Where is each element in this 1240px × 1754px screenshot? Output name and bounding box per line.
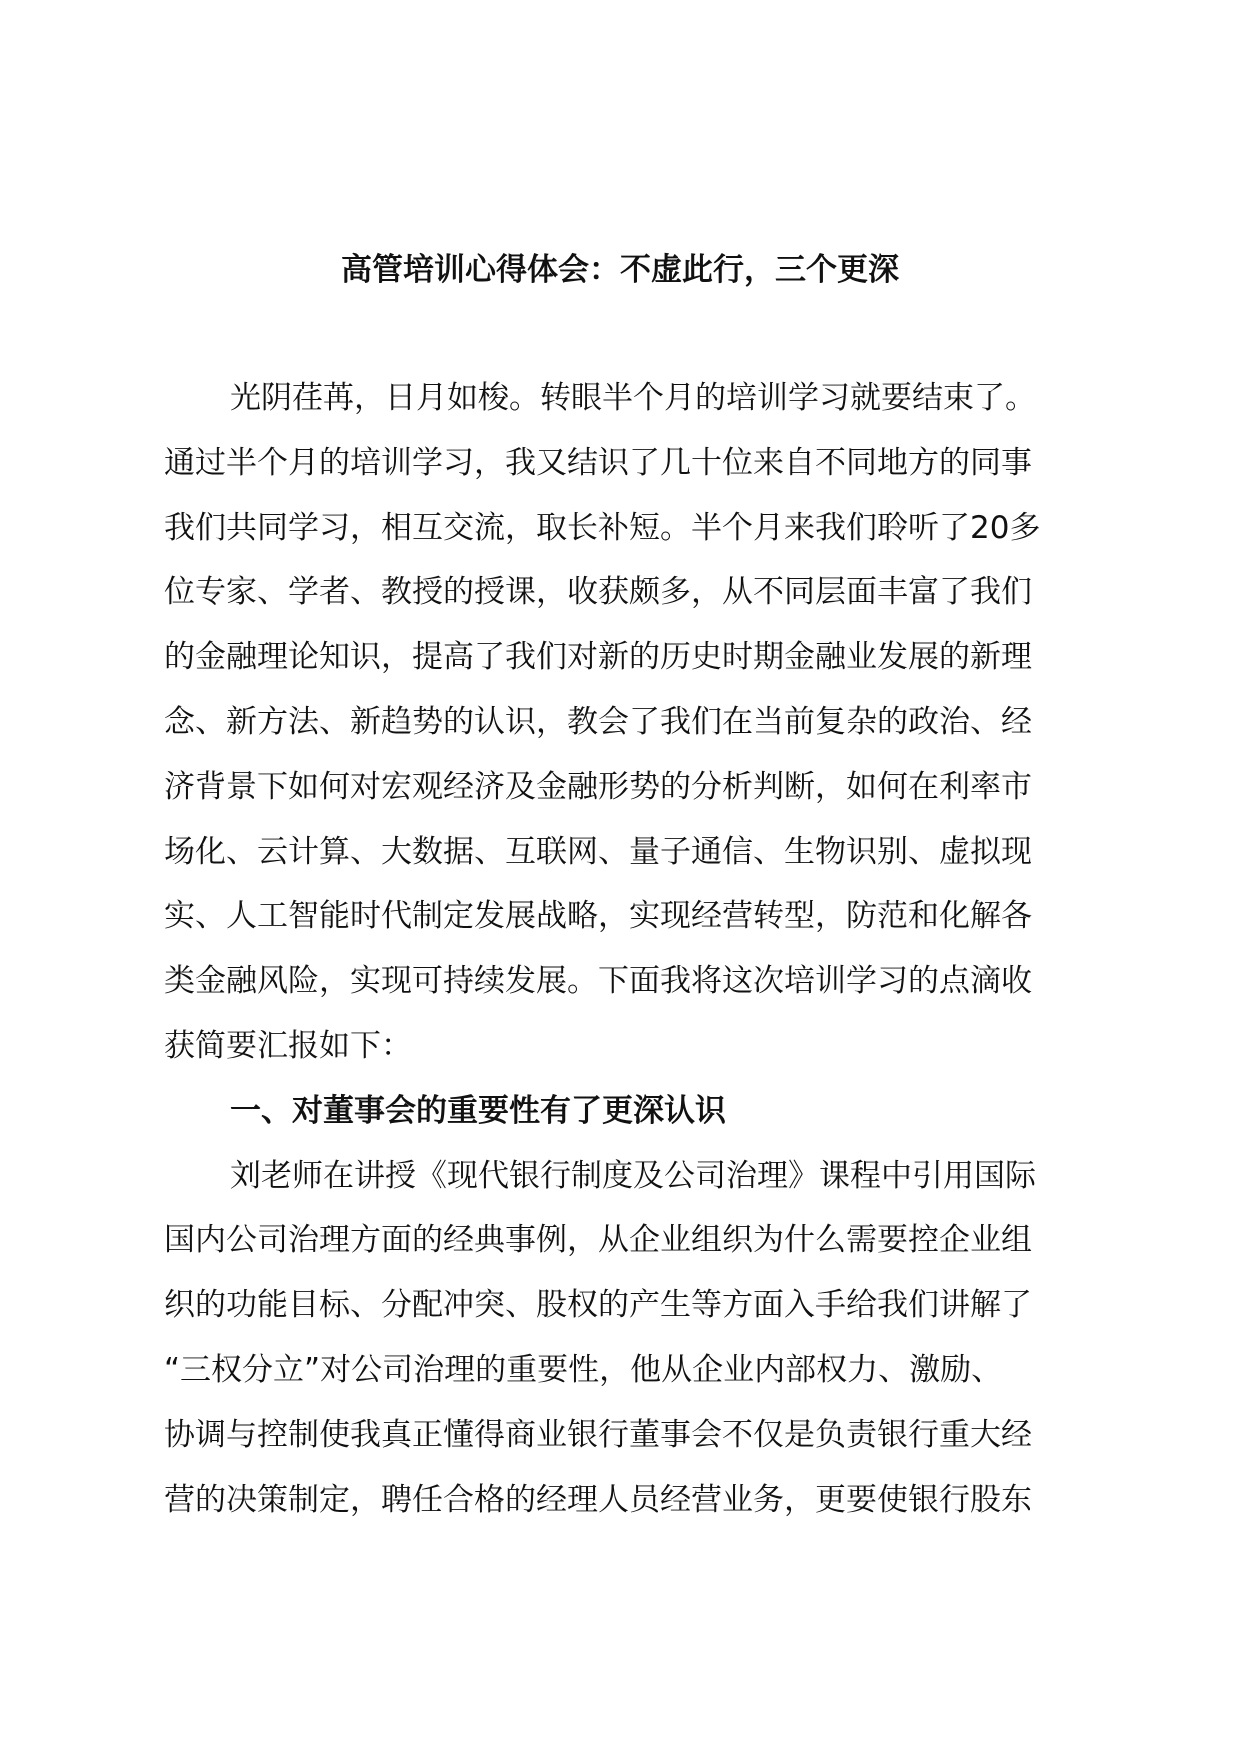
paragraph-line: 类金融风险，实现可持续发展。下面我将这次培训学习的点滴收 bbox=[164, 963, 1032, 1000]
document-title: 高管培训心得体会：不虚此行，三个更深 bbox=[341, 252, 899, 288]
paragraph-line: 获简要汇报如下： bbox=[164, 1027, 412, 1064]
paragraph-line: “三权分立”对公司治理的重要性，他从企业内部权力、激励、 bbox=[164, 1351, 1003, 1388]
paragraph-line: 的金融理论知识，提高了我们对新的历史时期金融业发展的新理 bbox=[164, 639, 1032, 676]
paragraph-line: 通过半个月的培训学习，我又结识了几十位来自不同地方的同事 bbox=[164, 444, 1032, 481]
paragraph-line: 位专家、学者、教授的授课，收获颇多，从不同层面丰富了我们 bbox=[164, 574, 1032, 611]
paragraph-line: 协调与控制使我真正懂得商业银行董事会不仅是负责银行重大经 bbox=[164, 1416, 1032, 1453]
paragraph-line: 我们共同学习，相互交流，取长补短。半个月来我们聆听了20多 bbox=[164, 509, 1041, 546]
paragraph-line: 织的功能目标、分配冲突、股权的产生等方面入手给我们讲解了 bbox=[164, 1287, 1032, 1324]
paragraph-line: 刘老师在讲授《现代银行制度及公司治理》课程中引用国际 bbox=[230, 1157, 1036, 1194]
paragraph-line: 实、人工智能时代制定发展战略，实现经营转型，防范和化解各 bbox=[164, 898, 1032, 935]
paragraph-line: 光阴荏苒，日月如梭。转眼半个月的培训学习就要结束了。 bbox=[230, 380, 1036, 416]
paragraph-line: 营的决策制定，聘任合格的经理人员经营业务，更要使银行股东 bbox=[164, 1481, 1032, 1518]
document-body bbox=[164, 366, 1104, 1532]
paragraph-line: 念、新方法、新趋势的认识，教会了我们在当前复杂的政治、经 bbox=[164, 703, 1032, 740]
paragraph-line: 场化、云计算、大数据、互联网、量子通信、生物识别、虚拟现 bbox=[164, 833, 1032, 870]
paragraph-line: 济背景下如何对宏观经济及金融形势的分析判断，如何在利率市 bbox=[164, 768, 1032, 805]
paragraph-line: 国内公司治理方面的经典事例，从企业组织为什么需要控企业组 bbox=[164, 1222, 1032, 1259]
section-heading: 一、对董事会的重要性有了更深认识 bbox=[230, 1092, 726, 1129]
